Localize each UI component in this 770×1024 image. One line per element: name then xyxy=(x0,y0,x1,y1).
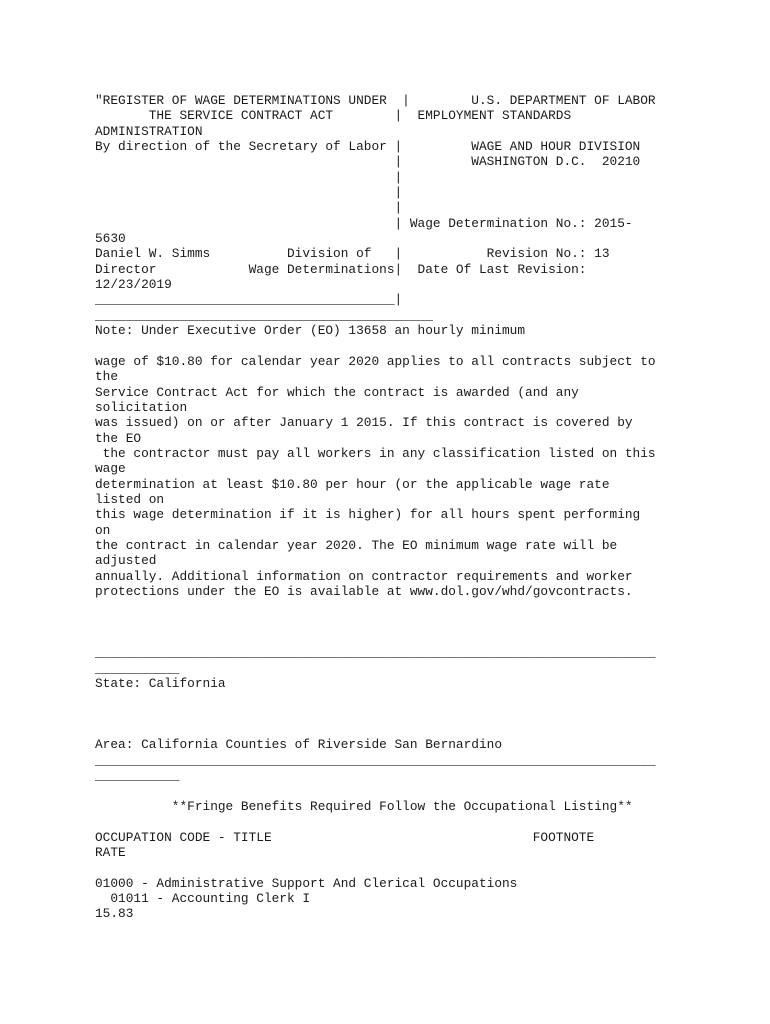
eo-note-line: the EO xyxy=(95,430,142,446)
blank-line xyxy=(95,860,695,875)
blank-line xyxy=(95,615,695,630)
eo-note-line: Note: Under Executive Order (EO) 13658 an hourly minimum xyxy=(95,323,526,339)
eo-note-line: listed on xyxy=(95,491,165,507)
header-washington-line: | WASHINGTON D.C. 20210 xyxy=(95,154,641,170)
blank-line xyxy=(95,707,695,722)
eo-note-line: the contractor must pay all workers in any classification listed on this xyxy=(95,445,656,461)
blank-line xyxy=(95,783,695,798)
director-name-line: Daniel W. Simms Division of | Revision No.: 13 xyxy=(95,246,610,262)
blank-line xyxy=(95,722,695,737)
last-revision-date: 12/23/2019 xyxy=(95,277,172,293)
section-rule: ___________ xyxy=(95,768,180,784)
wage-determination-number-line: | Wage Determination No.: 2015- xyxy=(95,215,633,231)
occupation-group-heading: 01000 - Administrative Support And Clerical Occupations xyxy=(95,875,518,891)
eo-note-line: annually. Additional information on contractor requirements and worker xyxy=(95,568,633,584)
section-rule: _________________________________________________________________________ xyxy=(95,645,656,661)
eo-note-line: Service Contract Act for which the contract is awarded (and any xyxy=(95,384,579,400)
eo-note-line: the xyxy=(95,369,119,385)
section-rule: ___________ xyxy=(95,660,180,676)
wage-determination-document xyxy=(95,93,695,922)
occupation-rate: 15.83 xyxy=(95,906,134,922)
header-direction-line: By direction of the Secretary of Labor | WAGE AND HOUR DIVISION xyxy=(95,139,641,155)
eo-note-line: solicitation xyxy=(95,399,188,415)
fringe-benefits-note: **Fringe Benefits Required Follow the Occupational Listing** xyxy=(95,798,633,814)
eo-note-line: protections under the EO is available at www.dol.gov/whd/govcontracts. xyxy=(95,584,633,599)
header-title-line: "REGISTER OF WAGE DETERMINATIONS UNDER | U.S. DEPARTMENT OF LABOR xyxy=(95,93,656,108)
blank-line xyxy=(95,814,695,829)
occupation-table-header: OCCUPATION CODE - TITLE FOOTNOTE xyxy=(95,829,595,845)
header-administration-line: ADMINISTRATION xyxy=(95,123,203,139)
header-underline: _______________________________________| xyxy=(95,292,403,308)
header-divider-line: | xyxy=(95,185,403,201)
wage-determination-number-cont: 5630 xyxy=(95,231,126,247)
section-rule: _________________________________________________________________________ xyxy=(95,752,656,768)
blank-line xyxy=(95,339,695,354)
occupation-table-header-rate: RATE xyxy=(95,844,126,860)
occupation-entry: 01011 - Accounting Clerk I xyxy=(95,890,311,906)
eo-note-line: this wage determination if it is higher) for all hours spent performing xyxy=(95,507,641,523)
header-underline: ____________________________________________ xyxy=(95,307,433,323)
header-act-line: THE SERVICE CONTRACT ACT | EMPLOYMENT STANDARDS xyxy=(95,108,572,124)
state-line: State: California xyxy=(95,676,226,692)
eo-note-line: determination at least $10.80 per hour (or the applicable wage rate xyxy=(95,476,610,492)
eo-note-line: was issued) on or after January 1 2015. If this contract is covered by xyxy=(95,415,633,431)
header-divider-line: | xyxy=(95,169,403,185)
blank-line xyxy=(95,691,695,706)
eo-note-line: wage xyxy=(95,461,126,477)
eo-note-line: wage of $10.80 for calendar year 2020 applies to all contracts subject to xyxy=(95,353,656,369)
blank-line xyxy=(95,630,695,645)
eo-note-line: the contract in calendar year 2020. The EO minimum wage rate will be xyxy=(95,537,618,553)
eo-note-line: adjusted xyxy=(95,553,157,569)
eo-note-line: on xyxy=(95,522,111,538)
header-divider-line: | xyxy=(95,200,403,216)
blank-line xyxy=(95,599,695,614)
area-line: Area: California Counties of Riverside San Bernardino xyxy=(95,737,503,753)
director-title-line: Director Wage Determinations| Date Of Last Revision: xyxy=(95,261,587,277)
